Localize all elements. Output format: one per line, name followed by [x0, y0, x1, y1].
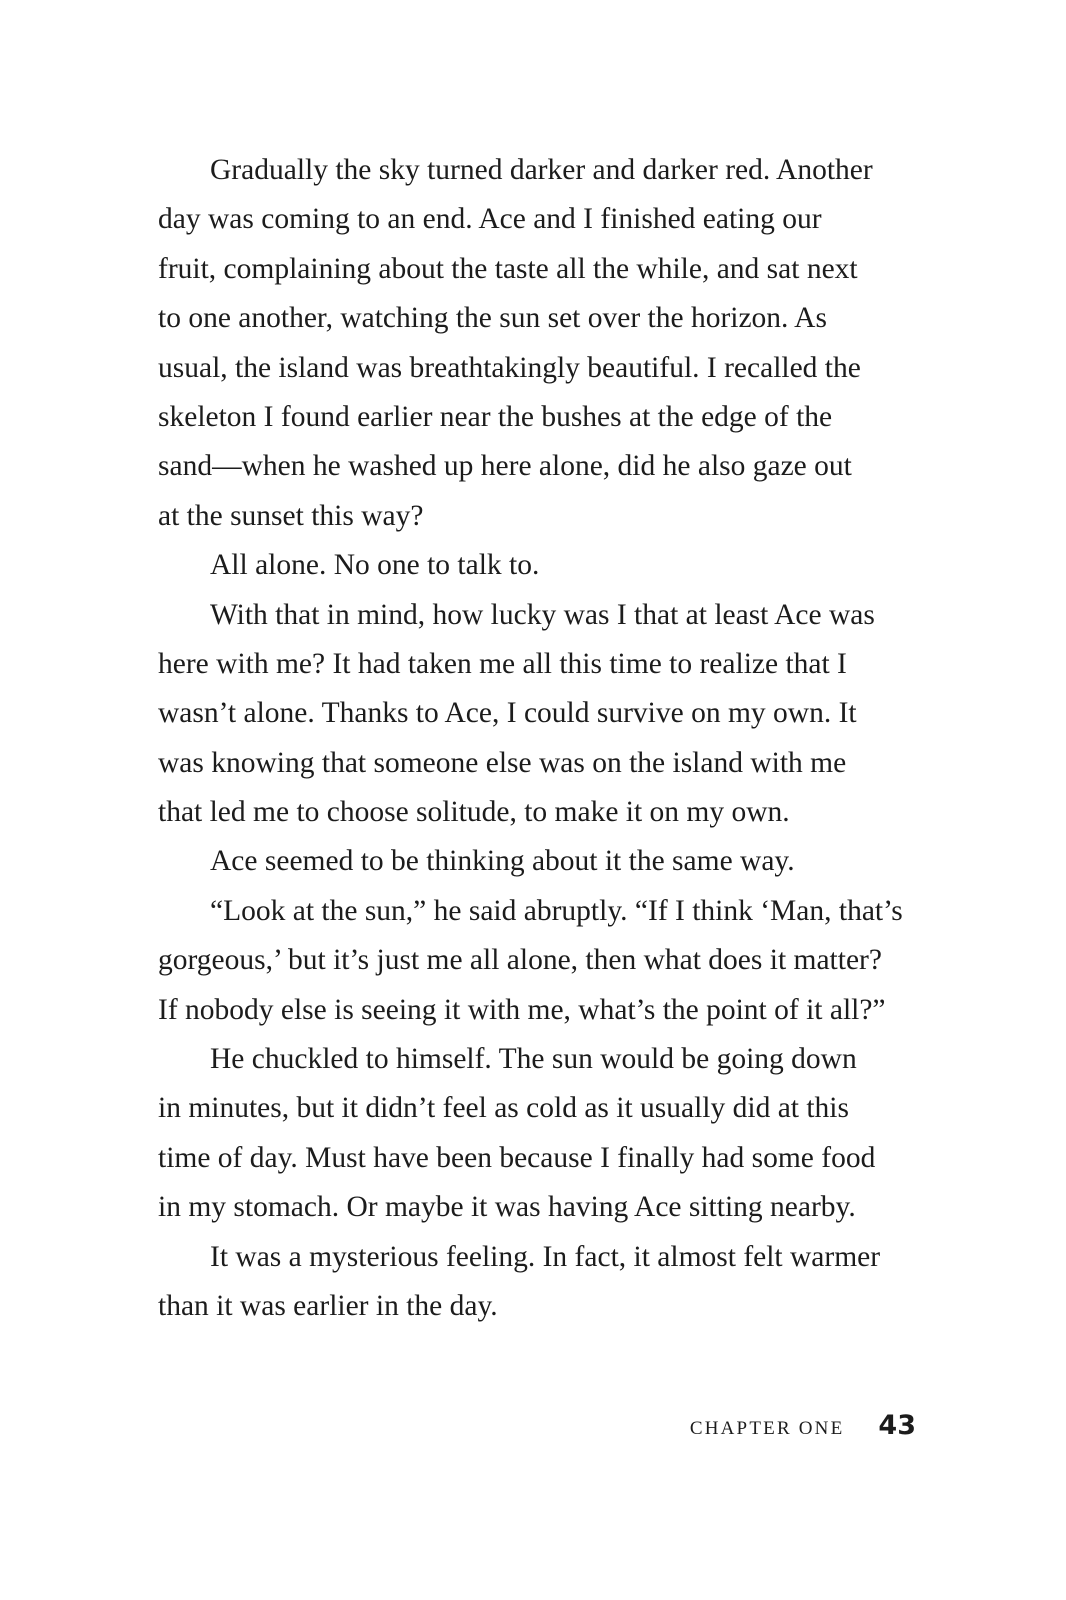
text-line: in my stomach. Or maybe it was having Ace sitting nearby.	[158, 1191, 856, 1224]
text-line: to one another, watching the sun set over the horizon. As	[158, 302, 827, 335]
text-line: sand—when he washed up here alone, did he also gaze out	[158, 450, 852, 483]
text-line: It was a mysterious feeling. In fact, it almost felt warmer	[210, 1240, 881, 1273]
text-line: He chuckled to himself. The sun would be going down	[210, 1043, 857, 1076]
text-line: time of day. Must have been because I finally had some food	[158, 1141, 876, 1174]
text-line: that led me to choose solitude, to make it on my own.	[158, 796, 790, 829]
text-line: fruit, complaining about the taste all the while, and sat next	[158, 252, 858, 285]
body-text	[158, 146, 918, 1331]
text-line: All alone. No one to talk to.	[210, 549, 540, 582]
page-number: 43	[878, 1410, 916, 1441]
text-line: wasn’t alone. Thanks to Ace, I could survive on my own. It	[158, 697, 857, 730]
text-line: than it was earlier in the day.	[158, 1289, 498, 1322]
text-line: Ace seemed to be thinking about it the same way.	[210, 845, 795, 878]
text-line: in minutes, but it didn’t feel as cold as it usually did at this	[158, 1092, 849, 1125]
text-line: day was coming to an end. Ace and I finished eating our	[158, 203, 822, 236]
text-line: Gradually the sky turned darker and darker red. Another	[210, 154, 873, 186]
text-line: usual, the island was breathtakingly beautiful. I recalled the	[158, 351, 861, 384]
text-line: gorgeous,’ but it’s just me all alone, then what does it matter?	[158, 944, 882, 977]
page-footer	[690, 1410, 916, 1454]
text-line: With that in mind, how lucky was I that at least Ace was	[210, 598, 875, 631]
text-line: here with me? It had taken me all this time to realize that I	[158, 647, 847, 680]
text-line: “Look at the sun,” he said abruptly. “If I think ‘Man, that’s	[210, 894, 903, 927]
text-line: skeleton I found earlier near the bushes at the edge of the	[158, 400, 833, 433]
text-line: was knowing that someone else was on the island with me	[158, 746, 847, 779]
text-line: at the sunset this way?	[158, 499, 424, 532]
text-line: If nobody else is seeing it with me, what’s the point of it all?”	[158, 993, 886, 1026]
running-footer-chapter-label: CHAPTER ONE	[689, 1418, 845, 1439]
